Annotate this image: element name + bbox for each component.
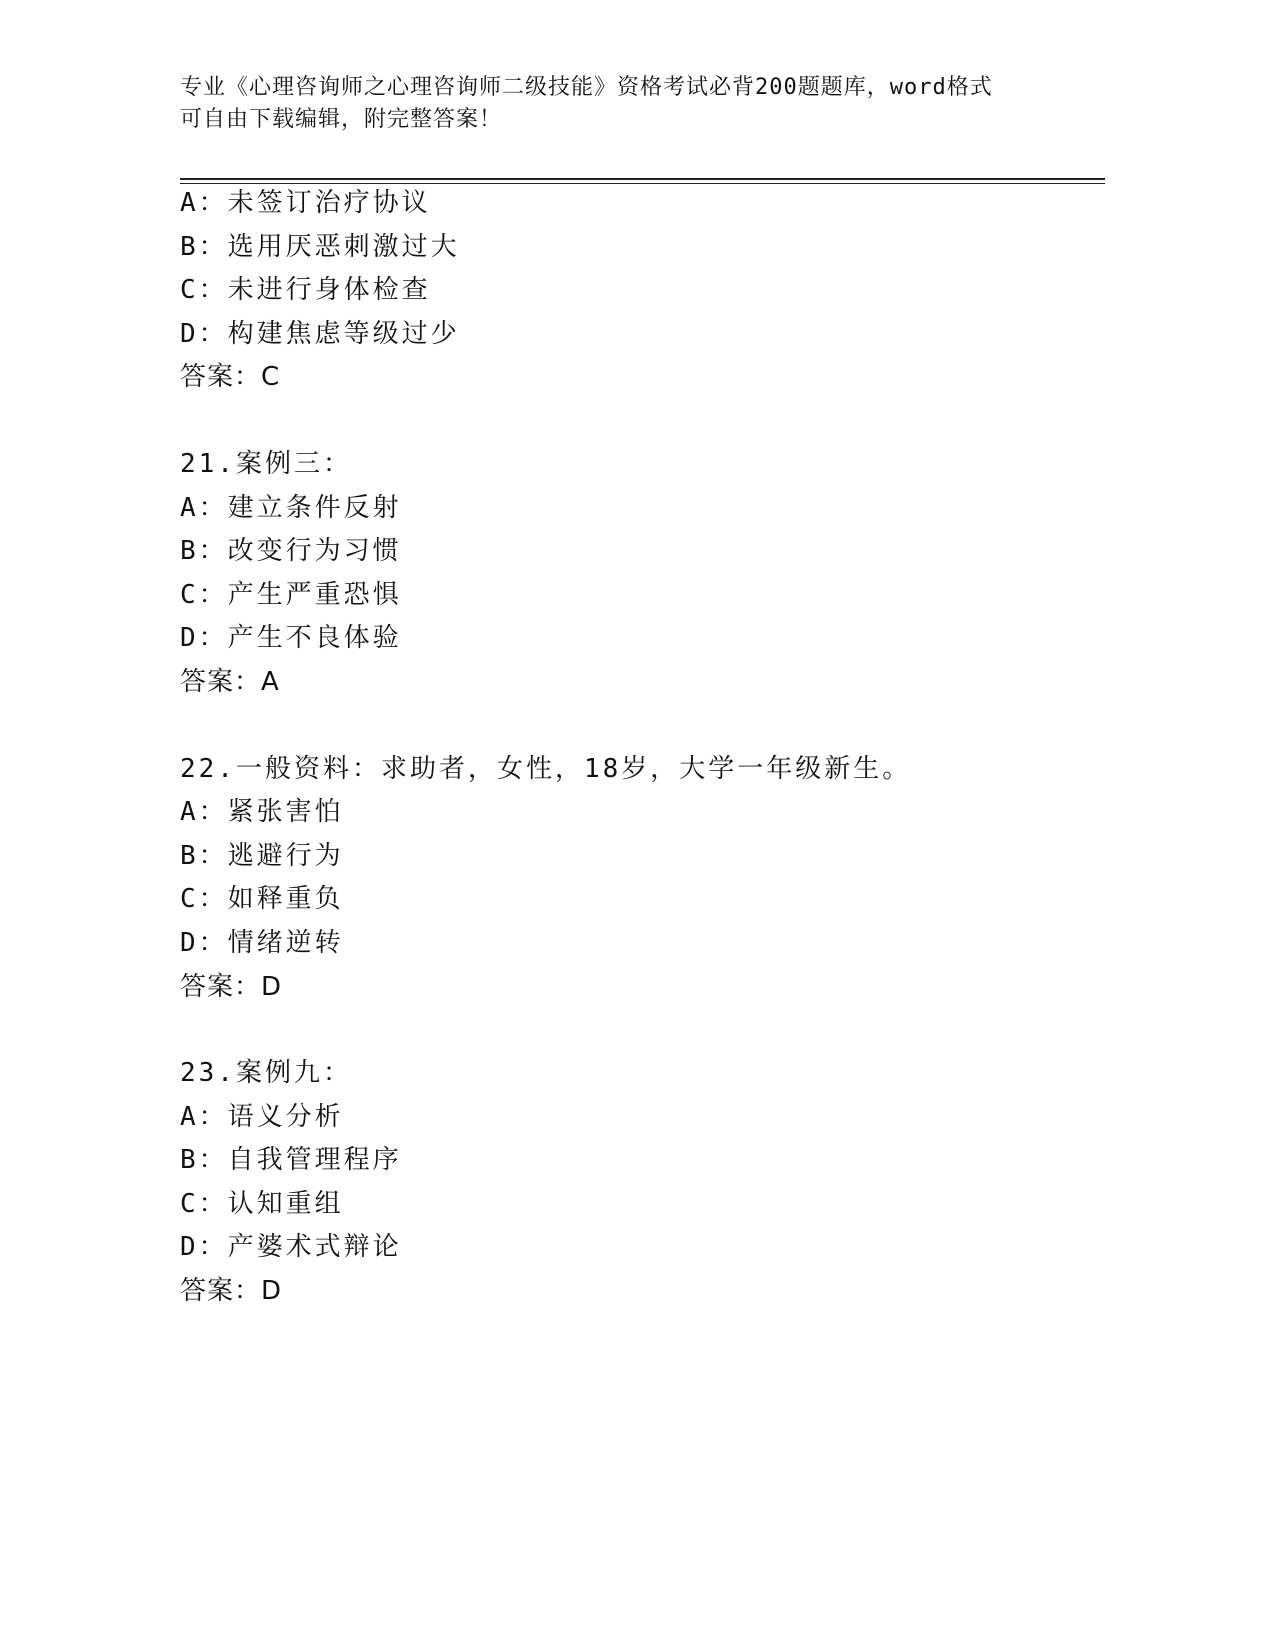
header-line-1: 专业《心理咨询师之心理咨询师二级技能》资格考试必背200题题库，word格式 — [180, 75, 993, 100]
option-d: D：情绪逆转 — [180, 927, 344, 958]
answer: 答案：C — [180, 362, 281, 393]
question-text: 22.一般资料：求助者，女性，18岁，大学一年级新生。 — [180, 753, 912, 784]
option-c: C：认知重组 — [180, 1188, 344, 1219]
option-b: B：自我管理程序 — [180, 1145, 402, 1176]
document-header — [180, 72, 1080, 136]
question-text: 23.案例九： — [180, 1058, 352, 1089]
option-c: C：产生严重恐惧 — [180, 579, 402, 610]
header-line-2: 可自由下载编辑，附完整答案！ — [180, 107, 503, 132]
option-a: A：未签订治疗协议 — [180, 188, 431, 218]
option-b: B：选用厌恶刺激过大 — [180, 231, 460, 262]
question-list — [180, 182, 1100, 1314]
option-a: A：建立条件反射 — [180, 492, 402, 523]
answer: 答案：D — [180, 971, 283, 1002]
question-text: 21.案例三： — [180, 448, 352, 479]
question-block — [180, 182, 1100, 400]
question-block — [180, 1052, 1100, 1314]
answer: 答案：A — [180, 666, 280, 697]
option-c: C：未进行身体检查 — [180, 275, 431, 306]
option-d: D：产婆术式辩论 — [180, 1232, 402, 1263]
option-a: A：语义分析 — [180, 1101, 344, 1132]
answer: 答案：D — [180, 1276, 283, 1307]
option-c: C：如释重负 — [180, 884, 344, 915]
option-b: B：改变行为习惯 — [180, 536, 402, 567]
question-block — [180, 443, 1100, 705]
option-d: D：构建焦虑等级过少 — [180, 318, 460, 349]
option-b: B：逃避行为 — [180, 840, 344, 871]
option-d: D：产生不良体验 — [180, 623, 402, 654]
option-a: A：紧张害怕 — [180, 797, 344, 828]
question-block — [180, 748, 1100, 1010]
